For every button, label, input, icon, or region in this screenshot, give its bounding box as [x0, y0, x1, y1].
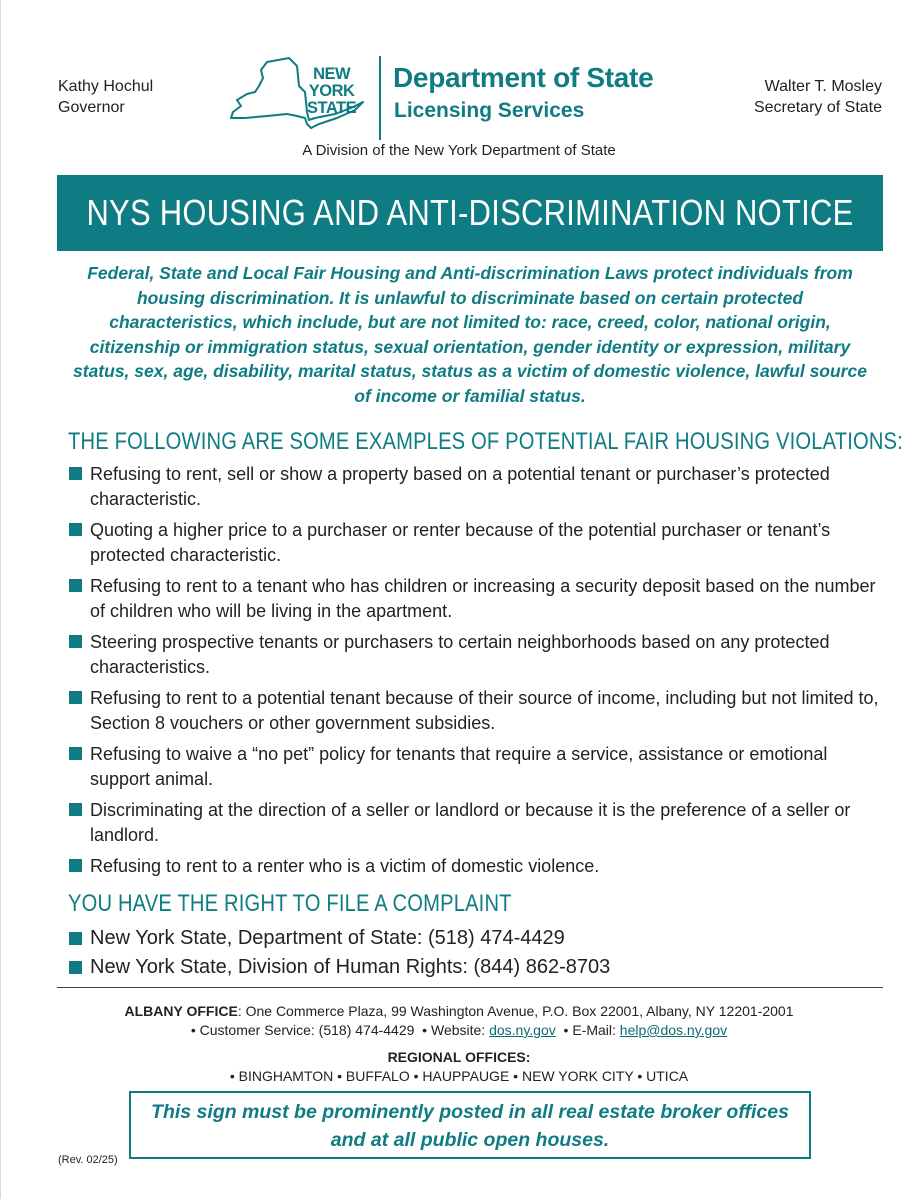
revision-date: (Rev. 02/25)	[58, 1154, 118, 1166]
secretary-title: Secretary of State	[753, 99, 882, 116]
list-item: Refusing to rent to a potential tenant because of their source of income, including but not limited to, Section 8 vouchers or other government subsidies.	[69, 686, 881, 736]
bullet-square-icon	[69, 467, 82, 480]
secretary-block	[754, 76, 882, 118]
bullet-square-icon	[69, 961, 82, 974]
posting-line-2: and at all public open houses.	[330, 1129, 610, 1151]
title-banner	[57, 175, 883, 251]
albany-office-label: ALBANY OFFICE	[124, 1003, 238, 1019]
secretary-name: Walter T. Mosley	[764, 78, 882, 95]
posting-line-1: This sign must be prominently posted in all real estate broker offices	[151, 1101, 789, 1123]
bullet-square-icon	[69, 579, 82, 592]
violations-heading: THE FOLLOWING ARE SOME EXAMPLES OF POTENTIAL FAIR HOUSING VIOLATIONS:	[68, 428, 903, 455]
list-item: Discriminating at the direction of a seller or landlord or because it is the preference of a seller or landlord.	[69, 798, 881, 848]
albany-office-line	[1, 1002, 916, 1021]
customer-service: • Customer Service: (518) 474-4429 • Website:	[190, 1022, 490, 1038]
contact-item: New York State, Division of Human Rights: (844) 862-8703	[69, 955, 881, 979]
bullet-square-icon	[69, 859, 82, 872]
violations-list	[69, 462, 881, 885]
notice-title: NYS HOUSING AND ANTI-DISCRIMINATION NOTICE	[86, 192, 854, 233]
contact-line	[1, 1021, 916, 1040]
bullet-square-icon	[69, 691, 82, 704]
complaint-contacts	[69, 926, 881, 984]
governor-title: Governor	[58, 99, 125, 116]
department-subtitle: Licensing Services	[394, 99, 585, 122]
list-item: Refusing to rent, sell or show a property based on a potential tenant or purchaser’s protected characteristic.	[69, 462, 881, 512]
bullet-square-icon	[69, 803, 82, 816]
albany-office-address: : One Commerce Plaza, 99 Washington Avenue, P.O. Box 22001, Albany, NY 12201-2001	[237, 1003, 794, 1019]
logo-divider	[379, 56, 381, 140]
list-item: Refusing to rent to a renter who is a victim of domestic violence.	[69, 854, 881, 879]
regional-offices-list: • BINGHAMTON • BUFFALO • HAUPPAUGE • NEW YORK CITY • UTICA	[229, 1068, 689, 1084]
list-item: Refusing to rent to a tenant who has children or increasing a security deposit based on the number of children who will be living in the apartment.	[69, 574, 881, 624]
department-title: Department of State	[393, 62, 654, 93]
contact-item: New York State, Department of State: (518) 474-4429	[69, 926, 881, 950]
bullet-square-icon	[69, 635, 82, 648]
list-item: Refusing to waive a “no pet” policy for tenants that require a service, assistance or emotional support animal.	[69, 742, 881, 792]
bullet-square-icon	[69, 523, 82, 536]
bullet-square-icon	[69, 747, 82, 760]
governor-name: Kathy Hochul	[58, 78, 154, 95]
intro-paragraph: Federal, State and Local Fair Housing and Anti-discrimination Laws protect individuals from housing discrimination. It is unlawful to discriminate based on certain protected characteristics, which include, but are not limited to: race, creed, color, national origin, citizenship or immigration status, sexual orientation, gender identity or expression, military status, sex, age, disability, marital status, status as a victim of domestic violence, lawful source of income or familial status.	[73, 263, 867, 406]
governor-block	[58, 76, 153, 118]
complaint-heading: YOU HAVE THE RIGHT TO FILE A COMPLAINT	[68, 890, 512, 917]
list-item: Steering prospective tenants or purchasers to certain neighborhoods based on any protected characteristics.	[69, 630, 881, 680]
footer-divider	[57, 987, 883, 988]
email-label: • E-Mail:	[555, 1022, 620, 1038]
division-line: A Division of the New York Department of State	[302, 142, 616, 159]
website-link[interactable]: dos.ny.gov	[489, 1022, 556, 1038]
posting-requirement-box	[129, 1091, 811, 1159]
dos-logo	[227, 56, 687, 146]
email-link[interactable]: help@dos.ny.gov	[619, 1022, 728, 1038]
list-item: Quoting a higher price to a purchaser or renter because of the potential purchaser or tenant’s protected characteristic.	[69, 518, 881, 568]
bullet-square-icon	[69, 932, 82, 945]
nys-wordmark: NEW YORK STATE	[307, 65, 357, 117]
regional-offices-label: REGIONAL OFFICES:	[387, 1049, 531, 1065]
